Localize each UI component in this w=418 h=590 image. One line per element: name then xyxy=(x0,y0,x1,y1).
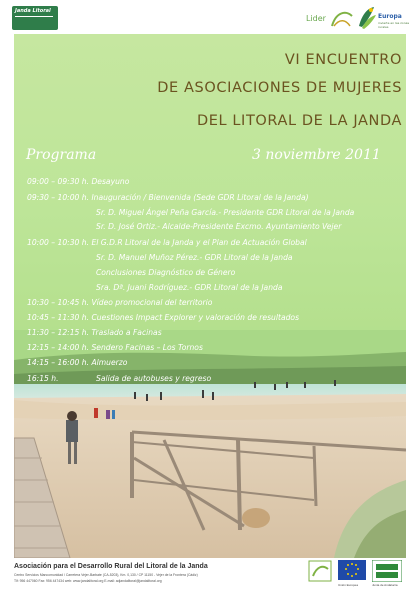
leader-small-logo-icon xyxy=(308,560,332,582)
title-line-2: DE ASOCIACIONES DE MUJERES xyxy=(157,80,402,96)
europa-logo-subtitle: invierte en las zonas rurales xyxy=(378,21,410,29)
program-line: 10:30 – 10:45 h. Vídeo promocional del territorio xyxy=(27,298,213,307)
programa-heading: Programa xyxy=(26,147,97,163)
europa-map-icon xyxy=(356,4,378,30)
program-line: Conclusiones Diagnóstico de Género xyxy=(96,268,236,277)
footer-contact: Tlf: 956 447060 Fax: 956 447434 web: www.jandalitoral.org E-mail: adjandalitoral@jandalitoral.org xyxy=(14,579,162,583)
janda-litoral-logo xyxy=(12,6,58,30)
program-line: 12:15 – 14:00 h. Sendero Facinas – Los Tornos xyxy=(27,343,203,352)
title-line-3: DEL LITORAL DE LA JANDA xyxy=(196,113,402,129)
program-line: 09:30 – 10:00 h. Inauguración / Bienvenida (Sede GDR Litoral de la Janda) xyxy=(27,193,309,202)
program-line: Salida de autobuses y regreso xyxy=(96,374,212,383)
event-date: 3 noviembre 2011 xyxy=(252,147,381,163)
program-line: Sr. D. José Ortiz.- Alcalde-Presidente Excmo. Ayuntamiento Vejer xyxy=(96,222,342,231)
europa-logo xyxy=(356,4,412,32)
program-line: 14:15 – 16:00 h. Almuerzo xyxy=(27,358,128,367)
program-line: 09:00 – 09:30 h. Desayuno xyxy=(27,177,130,186)
junta-andalucia-caption: Junta de Andalucía xyxy=(372,583,398,587)
leader-logo-text: Lider xyxy=(306,14,326,23)
junta-andalucia-logo-icon xyxy=(372,560,402,582)
program-line: 16:15 h. xyxy=(27,374,59,383)
europa-logo-text: Europa xyxy=(378,13,402,20)
program-line: Sra. Dª. Juani Rodríguez.- GDR Litoral de la Janda xyxy=(96,283,283,292)
program-line: Sr. D. Miguel Ángel Peña García.- Presidente GDR Litoral de la Janda xyxy=(96,208,355,217)
program-line: 11:30 – 12:15 h. Traslado a Facinas xyxy=(27,328,162,337)
program-line: 10:00 – 10:30 h. El G.D.R Litoral de la Janda y el Plan de Actuación Global xyxy=(27,238,307,247)
eu-flag-icon xyxy=(338,560,366,582)
program-line: 10:45 – 11:30 h. Cuestiones Impact Explorer y valoración de resultados xyxy=(27,313,300,322)
janda-litoral-logo-name: Janda Litoral xyxy=(15,8,51,14)
title-line-1: VI ENCUENTRO xyxy=(284,52,402,68)
footer-title: Asociación para el Desarrollo Rural del Litoral de la Janda xyxy=(14,563,208,570)
union-europea-caption: Unión Europea xyxy=(338,583,359,587)
logo-divider xyxy=(15,16,53,17)
program-line: Sr. D. Manuel Muñoz Pérez.- GDR Litoral de la Janda xyxy=(96,253,293,262)
footer-address: Centro Servicios Mancomunidad / Carretera Vejer-Barbate (CA-5203), Km. 0,130 / CP 11150 - Vejer de la Frontera (Cádiz) xyxy=(14,573,198,577)
leader-logo xyxy=(302,8,354,30)
